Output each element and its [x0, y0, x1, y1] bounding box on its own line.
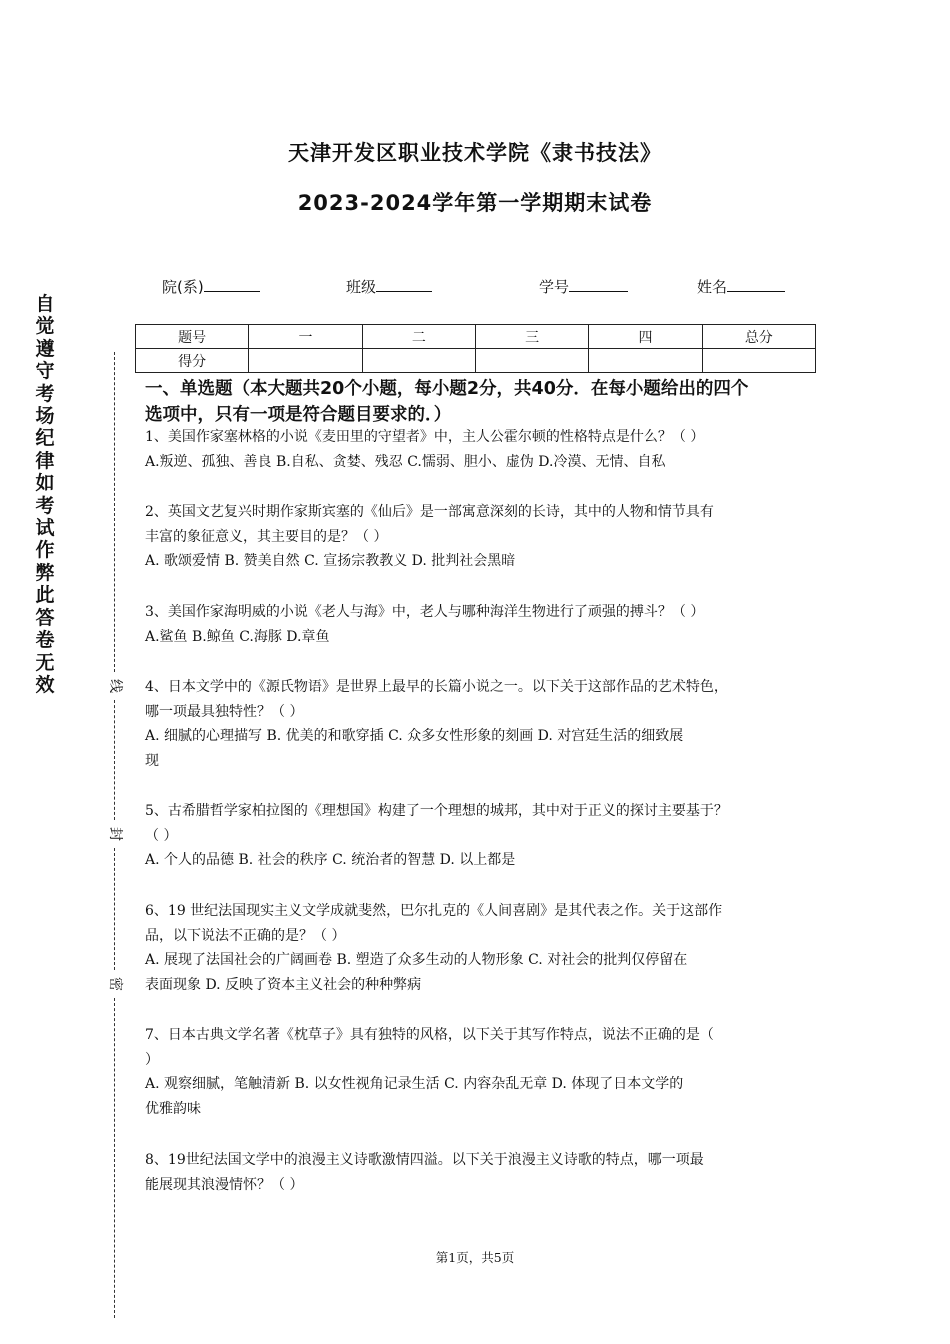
score-cell-1[interactable] [249, 349, 362, 373]
question-5: 5、古希腊哲学家柏拉图的《理想国》构建了一个理想的城邦，其中对于正义的探讨主要基于？ （ ） A. 个人的品德 B. 社会的秩序 C. 统治者的智慧 D. 以上都是 [145, 803, 728, 868]
name-blank[interactable] [727, 277, 785, 292]
department-blank[interactable] [204, 277, 260, 292]
score-table-header-row [136, 325, 816, 349]
binding-dash-line [114, 700, 115, 820]
binding-label-seal: 封 [107, 827, 123, 841]
question-1: 1、美国作家塞林格的小说《麦田里的守望者》中，主人公霍尔顿的性格特点是什么？（ ） A.叛逆、孤独、善良 B.自私、贪婪、残忍 C.懦弱、胆小、虚伪 D.冷漠、无情、自私 [145, 429, 705, 470]
score-cell-2[interactable] [362, 349, 475, 373]
exam-discipline-notice: 自觉遵守考场纪律如考试作弊此答卷无效 [35, 293, 55, 696]
table-cell-score-label: 得分 [136, 349, 249, 373]
student-id-field[interactable] [539, 276, 628, 297]
binding-dash-line [114, 352, 115, 672]
exam-subtitle: 2023-2024学年第一学期期末试卷 [297, 191, 653, 215]
student-id-label: 学号 [539, 278, 570, 296]
class-field[interactable] [346, 276, 432, 297]
class-label: 班级 [346, 278, 377, 296]
score-cell-total[interactable] [702, 349, 815, 373]
binding-label-secret: 密 [107, 977, 123, 991]
question-8: 8、19世纪法国文学中的浪漫主义诗歌激情四溢。以下关于浪漫主义诗歌的特点，哪一项最 能展现其浪漫情怀？（ ） [145, 1152, 704, 1193]
question-7: 7、日本古典文学名著《枕草子》具有独特的风格，以下关于其写作特点，说法不正确的是（ ） A. 观察细腻，笔触清新 B. 以女性视角记录生活 C. 内容杂乱无章 D. 体现了日本文学的 优雅韵味 [145, 1027, 714, 1117]
page-footer: 第1页，共5页 [435, 1250, 515, 1265]
table-cell-part-2: 二 [362, 325, 475, 349]
question-4: 4、日本文学中的《源氏物语》是世界上最早的长篇小说之一。以下关于这部作品的艺术特色， 哪一项最具独特性？（ ） A. 细腻的心理描写 B. 优美的和歌穿插 C. 众多女性形象的刻画 D. 对宫廷生活的细致展 现 [145, 679, 728, 769]
department-label: 院(系) [162, 278, 204, 296]
score-table [135, 324, 816, 373]
section-heading: 一、单选题（本大题共20个小题，每小题2分，共40分．在每小题给出的四个 选项中，只有一项是符合题目要求的．） [145, 379, 749, 425]
question-6: 6、19 世纪法国现实主义文学成就斐然，巴尔扎克的《人间喜剧》是其代表之作。关于这部作 品，以下说法不正确的是？（ ） A. 展现了法国社会的广阔画卷 B. 塑造了众多生动的人物形象 C. 对社会的批判仅停留在 表面现象 D. 反映了资本主义社会的种种弊病 [145, 903, 723, 993]
binding-dash-line [114, 848, 115, 970]
table-cell-part-1: 一 [249, 325, 362, 349]
table-cell-part-3: 三 [475, 325, 588, 349]
score-cell-4[interactable] [589, 349, 702, 373]
binding-label-line: 线 [107, 679, 123, 693]
score-table-score-row [136, 349, 816, 373]
exam-title: 天津开发区职业技术学院《隶书技法》 [288, 141, 662, 165]
department-field[interactable] [162, 276, 260, 297]
name-label: 姓名 [697, 278, 728, 296]
name-field[interactable] [697, 276, 785, 297]
table-cell-part-4: 四 [589, 325, 702, 349]
score-cell-3[interactable] [475, 349, 588, 373]
table-cell-total: 总分 [702, 325, 815, 349]
class-blank[interactable] [376, 277, 432, 292]
question-2: 2、英国文艺复兴时期作家斯宾塞的《仙后》是一部寓意深刻的长诗，其中的人物和情节具有 丰富的象征意义，其主要目的是？（ ） A. 歌颂爱情 B. 赞美自然 C. 宣扬宗教教义 D. 批判社会黑暗 [145, 504, 714, 569]
student-id-blank[interactable] [569, 277, 628, 292]
binding-dash-line [114, 998, 115, 1318]
table-cell-question-number: 题号 [136, 325, 249, 349]
question-3: 3、美国作家海明威的小说《老人与海》中，老人与哪种海洋生物进行了顽强的搏斗？（ ） A.鲨鱼 B.鲸鱼 C.海豚 D.章鱼 [145, 604, 705, 645]
